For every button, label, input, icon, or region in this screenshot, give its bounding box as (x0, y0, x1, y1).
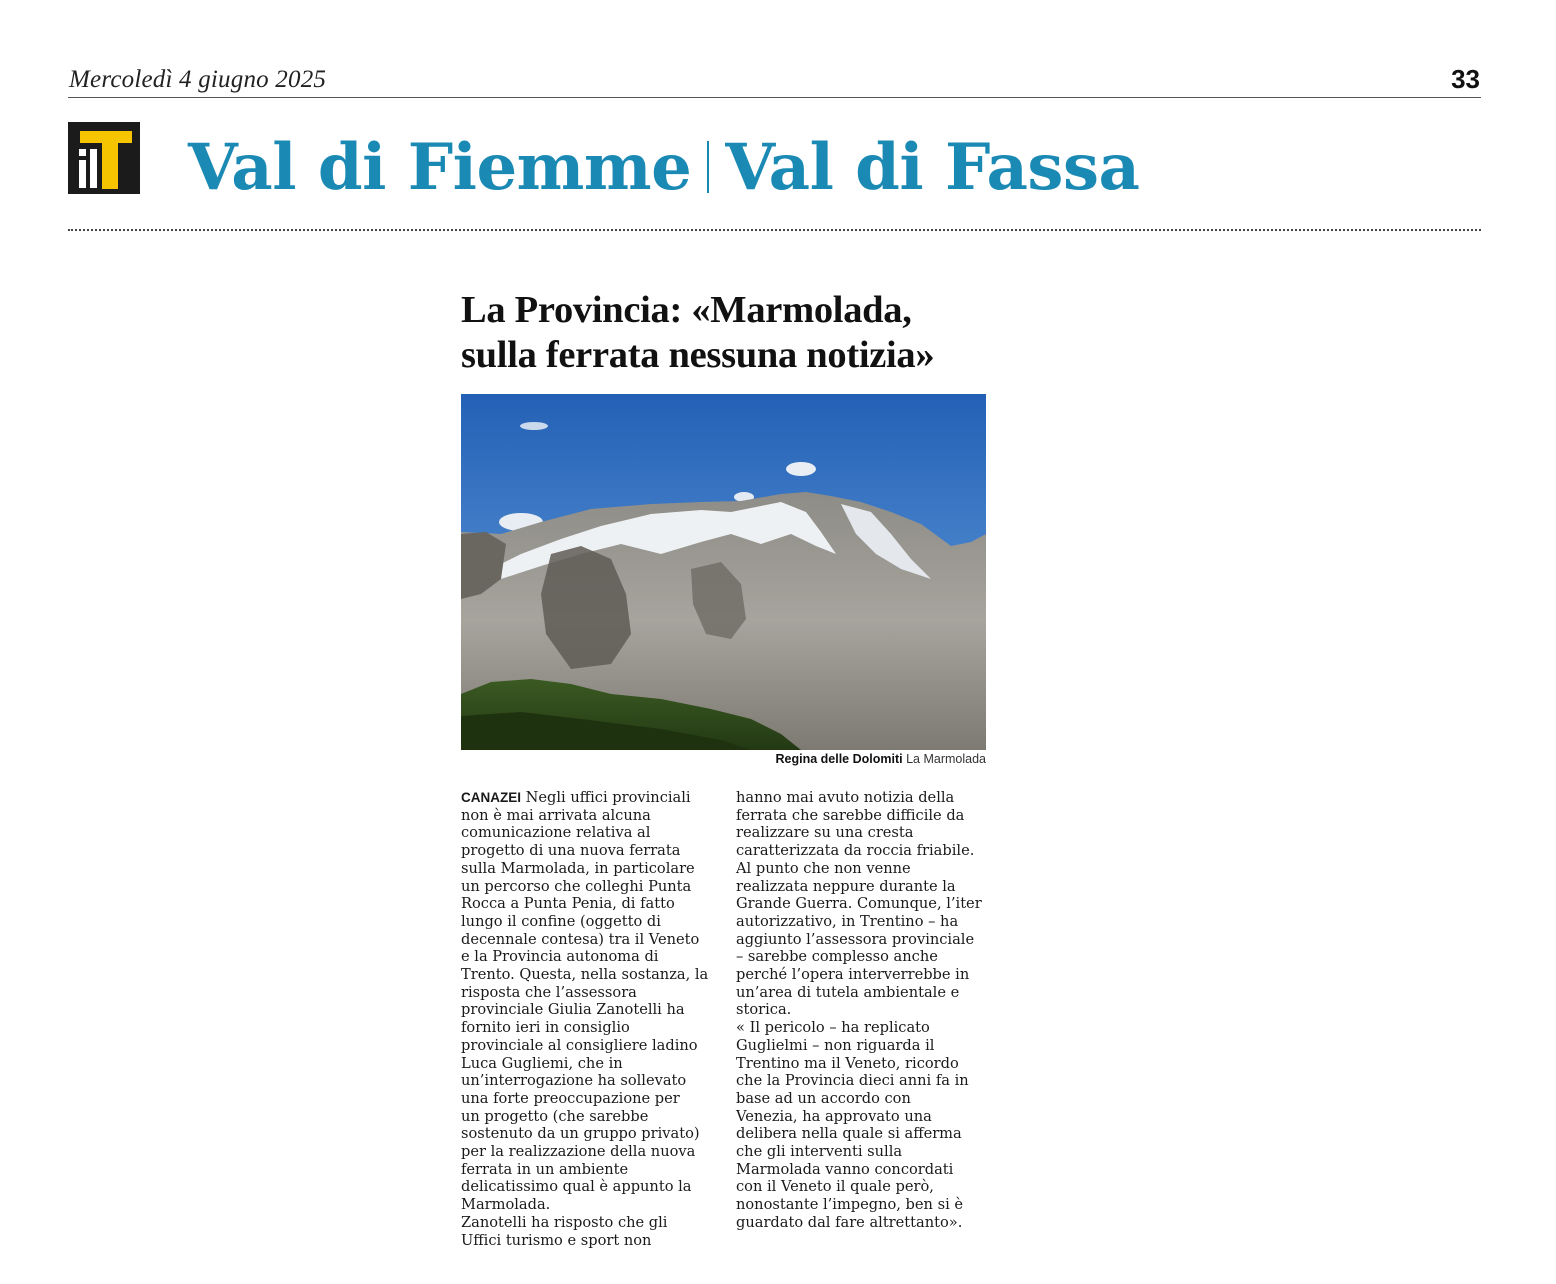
logo-i-stem (79, 160, 86, 188)
article-text-line (461, 878, 715, 896)
article-text-line (736, 807, 990, 825)
article-text-line (461, 948, 715, 966)
article-text: progetto di una nuova ferrata (461, 842, 681, 860)
article-text: Venezia, ha approvato una (736, 1107, 932, 1125)
article-text: risposta che l’assessora (461, 983, 637, 1001)
article-text-line (461, 1232, 715, 1250)
article-text: un progetto (che sarebbe (461, 1107, 649, 1125)
article-text-line (461, 895, 715, 913)
article-text: Negli uffici provinciali (525, 789, 691, 806)
article-text-line (461, 931, 715, 949)
article-text: fornito ieri in consiglio (461, 1019, 630, 1037)
article-text: caratterizzata da roccia friabile. (736, 842, 975, 860)
article-text: Trento. Questa, nella sostanza, la (461, 966, 709, 984)
article-text: Zanotelli ha risposto che gli (461, 1213, 668, 1231)
header-rule (68, 97, 1481, 98)
article-text-line (461, 1161, 715, 1179)
page-number: 33 (1451, 64, 1480, 94)
article-text-line (461, 1001, 715, 1019)
logo-t-stem (102, 131, 118, 189)
article-text-line (736, 842, 990, 860)
article-headline (461, 288, 1021, 378)
section-divider (68, 229, 1481, 231)
article-text-line (461, 1125, 715, 1143)
issue-date: Mercoledì 4 giugno 2025 (69, 66, 327, 93)
article-text-line (461, 1090, 715, 1108)
article-text-line (736, 966, 990, 984)
article-text: – sarebbe complesso anche (736, 948, 938, 966)
article-text: autorizzativo, in Trentino – ha (736, 912, 959, 930)
article-text: comunicazione relativa al (461, 824, 651, 842)
article-text-line (461, 1055, 715, 1073)
article-text-line (736, 1108, 990, 1126)
article-text-line (736, 984, 990, 1002)
article-text-line (736, 1125, 990, 1143)
caption-bold: Regina delle Dolomiti (775, 752, 903, 766)
article-text-line (736, 789, 990, 807)
article-text-line (461, 984, 715, 1002)
article-text: lungo il confine (oggetto di (461, 912, 661, 930)
article-text: una forte preoccupazione per (461, 1089, 680, 1107)
article-text-line (736, 1090, 990, 1108)
article-text: Marmolada vanno concordati (736, 1160, 954, 1178)
article-text: e la Provincia autonoma di (461, 948, 659, 966)
article-text-line (736, 878, 990, 896)
article-text-line (461, 1214, 715, 1232)
article-text-line (461, 860, 715, 878)
article-text-line (461, 1072, 715, 1090)
article-text-line (736, 1178, 990, 1196)
article-text: Guglielmi – non riguarda il (736, 1036, 935, 1054)
article-text-line (461, 807, 715, 825)
article-dateline: CANAZEI (461, 790, 521, 805)
article-text-line (736, 1161, 990, 1179)
article-text: ferrata in un ambiente (461, 1160, 629, 1178)
article-text: aggiunto l’assessora provinciale (736, 930, 975, 948)
article-text-line (736, 948, 990, 966)
article-text: con il Veneto il quale però, (736, 1178, 934, 1196)
article-text: non è mai arrivata alcuna (461, 806, 651, 824)
article-text-line (736, 824, 990, 842)
article-photo (461, 394, 986, 750)
article-text: hanno mai avuto notizia della (736, 789, 955, 806)
article-text: base ad un accordo con (736, 1089, 911, 1107)
article-text: che gli interventi sulla (736, 1143, 903, 1161)
article-text: provinciale al consigliere ladino (461, 1036, 698, 1054)
article-text: Trentino ma il Veneto, ricordo (736, 1054, 959, 1072)
section-title-separator (707, 141, 709, 193)
article-text-line (736, 860, 990, 878)
article-text: realizzare su una cresta (736, 824, 914, 842)
article-text: provinciale Giulia Zanotelli ha (461, 1001, 685, 1019)
article-text: « Il pericolo – ha replicato (736, 1019, 930, 1037)
article-text: nonostante l’impegno, ben si è (736, 1196, 964, 1214)
article-text-line (736, 1143, 990, 1161)
article-text: sulla Marmolada, in particolare (461, 859, 695, 877)
article-text: Al punto che non venne (736, 859, 911, 877)
article-text: delicatissimo qual è appunto la (461, 1178, 692, 1196)
article-text: guardato dal fare altrettanto». (736, 1213, 963, 1231)
article-text: Uffici turismo e sport non (461, 1231, 652, 1249)
article-text: Luca Gugliemi, che in (461, 1054, 623, 1072)
logo-i-dot (79, 149, 86, 156)
caption-text: La Marmolada (906, 752, 986, 766)
article-text-line (461, 842, 715, 860)
logo-l-stem (90, 149, 97, 188)
section-title-right: Val di Fassa (725, 130, 1140, 205)
article-text-line (736, 1072, 990, 1090)
article-text: un percorso che colleghi Punta (461, 877, 692, 895)
mountain-illustration (461, 394, 986, 750)
article-text-line (461, 913, 715, 931)
cloud (786, 462, 816, 476)
newspaper-logo (68, 122, 140, 194)
article-text-line (461, 1143, 715, 1161)
article-text: Rocca a Punta Penia, di fatto (461, 895, 675, 913)
article-column-left (461, 789, 715, 1249)
article-text-line (461, 1037, 715, 1055)
article-text-line (461, 1178, 715, 1196)
photo-caption (461, 752, 986, 766)
article-text-line (461, 824, 715, 842)
article-text-line (461, 1019, 715, 1037)
article-text-line (461, 966, 715, 984)
article-text-line (736, 1214, 990, 1232)
article-text: sostenuto da un gruppo privato) (461, 1125, 700, 1143)
article-text-line (736, 1019, 990, 1037)
article-text-line (461, 1196, 715, 1214)
article-text: che la Provincia dieci anni fa in (736, 1072, 969, 1090)
article-text: realizzata neppure durante la (736, 877, 956, 895)
article-text: decennale contesa) tra il Veneto (461, 930, 700, 948)
article-column-right (736, 789, 990, 1232)
article-text: perché l’opera interverrebbe in (736, 966, 970, 984)
article-text-line (736, 1037, 990, 1055)
article-text: Marmolada. (461, 1196, 551, 1214)
article-text-line (461, 789, 715, 807)
article-text: Grande Guerra. Comunque, l’iter (736, 895, 982, 913)
section-title-left: Val di Fiemme (188, 130, 692, 205)
section-title (188, 130, 1139, 205)
cloud (520, 422, 548, 430)
headline-line-1: La Provincia: «Marmolada, (461, 289, 912, 331)
article-text: un’interrogazione ha sollevato (461, 1072, 687, 1090)
article-text-line (461, 1108, 715, 1126)
headline-line-2: sulla ferrata nessuna notizia» (461, 334, 935, 376)
article-text-line (736, 1001, 990, 1019)
article-text-line (736, 895, 990, 913)
article-text-line (736, 1055, 990, 1073)
article-text: ferrata che sarebbe difficile da (736, 806, 965, 824)
article-text-line (736, 1196, 990, 1214)
article-text: per la realizzazione della nuova (461, 1143, 696, 1161)
article-text: storica. (736, 1001, 792, 1019)
article-text-line (736, 913, 990, 931)
article-text-line (736, 931, 990, 949)
article-text: un’area di tutela ambientale e (736, 983, 960, 1001)
article-text: delibera nella quale si afferma (736, 1125, 962, 1143)
